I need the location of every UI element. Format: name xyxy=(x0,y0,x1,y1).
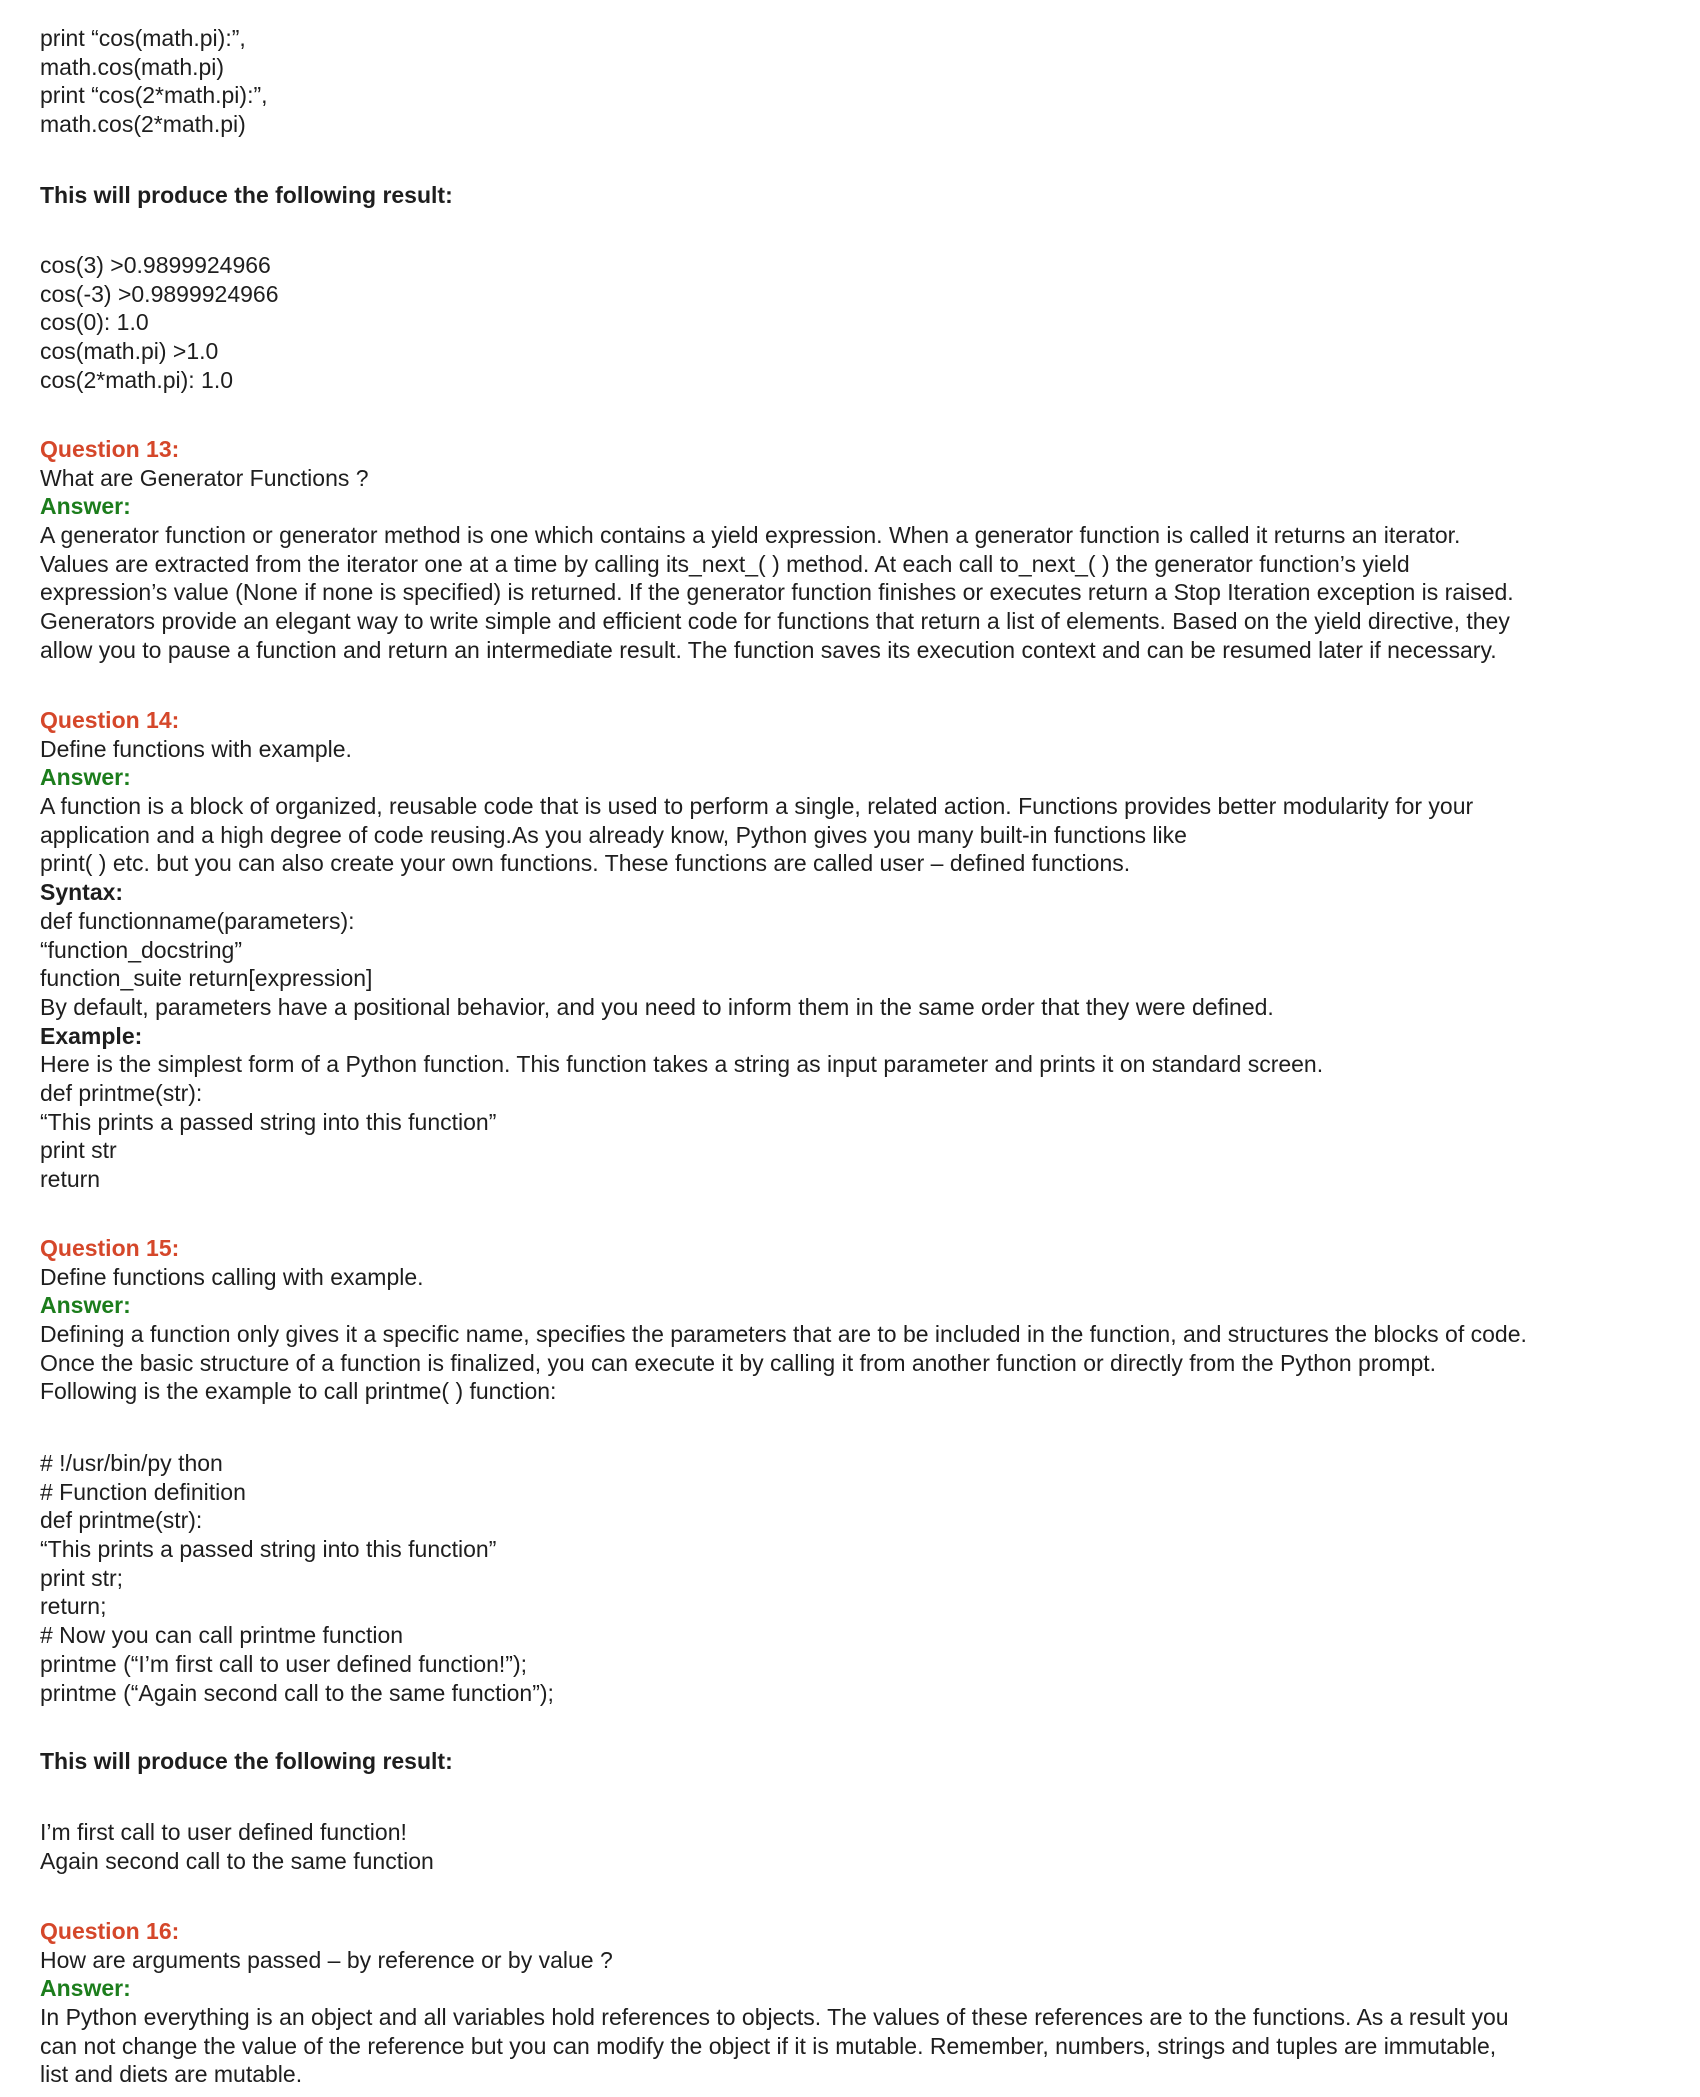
text-line: # !/usr/bin/py thon xyxy=(40,1450,223,1476)
text-line: Once the basic structure of a function is finalized, you can execute it by calling it from another function or directly from the Python prompt. xyxy=(40,1349,1437,1376)
text-line: “This prints a passed string into this function” xyxy=(40,1536,497,1563)
answer-label: Answer: xyxy=(40,764,131,791)
text-line: cos(-3) >0.9899924966 xyxy=(40,280,279,307)
text-line: return xyxy=(40,1166,101,1192)
text-line: can not change the value of the reference but you can modify the object if it is mutable. Remember, numbers, strings and tuples are immutable, xyxy=(40,2032,1497,2059)
text-line: By default, parameters have a positional behavior, and you need to inform them in the same order that they were defined. xyxy=(40,993,1274,1020)
answer-label: Answer: xyxy=(40,1292,131,1319)
question-16 xyxy=(40,1917,1509,2089)
bold-label: Syntax: xyxy=(40,879,124,906)
text-line: # Function definition xyxy=(40,1478,246,1505)
text-line: cos(math.pi) >1.0 xyxy=(40,338,219,365)
text-line: A generator function or generator method is one which contains a yield expression. When a generator function is called it returns an iterator. xyxy=(40,522,1461,549)
question-heading: Question 16: xyxy=(40,1918,180,1944)
text-line: print str; xyxy=(40,1564,124,1591)
code-output-printme xyxy=(40,1818,434,1875)
text-line: function_suite return[expression] xyxy=(40,965,373,992)
code-example-printme xyxy=(40,1449,554,1707)
bold-label: This will produce the following result: xyxy=(40,1748,453,1774)
text-line: cos(3) >0.9899924966 xyxy=(40,252,271,278)
text-line: list and diets are mutable. xyxy=(40,2061,303,2088)
text-line: print( ) etc. but you can also create your own functions. These functions are called user – defined functions. xyxy=(40,850,1131,877)
text-line: allow you to pause a function and return an intermediate result. The function saves its execution context and can be resumed later if necessary. xyxy=(40,636,1497,663)
text-line: Again second call to the same function xyxy=(40,1847,434,1874)
text-line: I’m first call to user defined function! xyxy=(40,1819,407,1845)
text-line: What are Generator Functions ? xyxy=(40,464,369,491)
text-line: print “cos(math.pi):”, xyxy=(40,25,246,51)
result-heading xyxy=(40,181,453,210)
bold-label: Example: xyxy=(40,1022,143,1049)
question-15 xyxy=(40,1234,1527,1406)
text-line: def printme(str): xyxy=(40,1079,203,1106)
text-line: Define functions with example. xyxy=(40,735,352,762)
question-heading: Question 13: xyxy=(40,436,180,462)
answer-label: Answer: xyxy=(40,493,131,520)
text-line: Generators provide an elegant way to write simple and efficient code for functions that return a list of elements. Based on the yield directive, they xyxy=(40,608,1510,635)
question-heading: Question 15: xyxy=(40,1235,180,1261)
text-line: def printme(str): xyxy=(40,1507,203,1534)
text-line: printme (“Again second call to the same function”); xyxy=(40,1679,554,1706)
text-line: print str xyxy=(40,1137,117,1164)
text-line: Following is the example to call printme( ) function: xyxy=(40,1378,557,1405)
text-line: printme (“I’m first call to user defined function!”); xyxy=(40,1650,527,1677)
text-line: math.cos(math.pi) xyxy=(40,53,225,80)
code-output-cos xyxy=(40,251,278,394)
text-line: application and a high degree of code reusing.As you already know, Python gives you many built-in functions like xyxy=(40,821,1187,848)
text-line: “This prints a passed string into this function” xyxy=(40,1108,497,1135)
bold-label: This will produce the following result: xyxy=(40,182,453,208)
text-line: def functionname(parameters): xyxy=(40,907,355,934)
text-line: Values are extracted from the iterator one at a time by calling its_next_( ) method. At each call to_next_( ) the generator function’s yield xyxy=(40,550,1410,577)
text-line: Defining a function only gives it a specific name, specifies the parameters that are to be included in the function, and structures the blocks of code. xyxy=(40,1321,1527,1348)
text-line: return; xyxy=(40,1593,107,1620)
text-line: # Now you can call printme function xyxy=(40,1622,404,1649)
text-line: Here is the simplest form of a Python function. This function takes a string as input parameter and prints it on standard screen. xyxy=(40,1051,1324,1078)
text-line: “function_docstring” xyxy=(40,936,242,963)
question-heading: Question 14: xyxy=(40,707,180,733)
text-line: cos(2*math.pi): 1.0 xyxy=(40,366,234,393)
text-line: cos(0): 1.0 xyxy=(40,309,149,336)
text-line: A function is a block of organized, reusable code that is used to perform a single, related action. Functions provides better modularity for your xyxy=(40,793,1474,820)
text-line: print “cos(2*math.pi):”, xyxy=(40,82,268,109)
answer-label: Answer: xyxy=(40,1975,131,2002)
text-line: math.cos(2*math.pi) xyxy=(40,111,246,138)
text-line: expression’s value (None if none is specified) is returned. If the generator function finishes or executes return a Stop Iteration exception is raised. xyxy=(40,579,1514,606)
text-line: In Python everything is an object and all variables hold references to objects. The values of these references are to the functions. As a result you xyxy=(40,2004,1509,2031)
text-line: Define functions calling with example. xyxy=(40,1263,424,1290)
code-example-cos xyxy=(40,24,268,139)
result-heading xyxy=(40,1747,453,1776)
question-14 xyxy=(40,706,1473,1194)
text-line: How are arguments passed – by reference or by value ? xyxy=(40,1946,613,1973)
question-13 xyxy=(40,435,1514,665)
